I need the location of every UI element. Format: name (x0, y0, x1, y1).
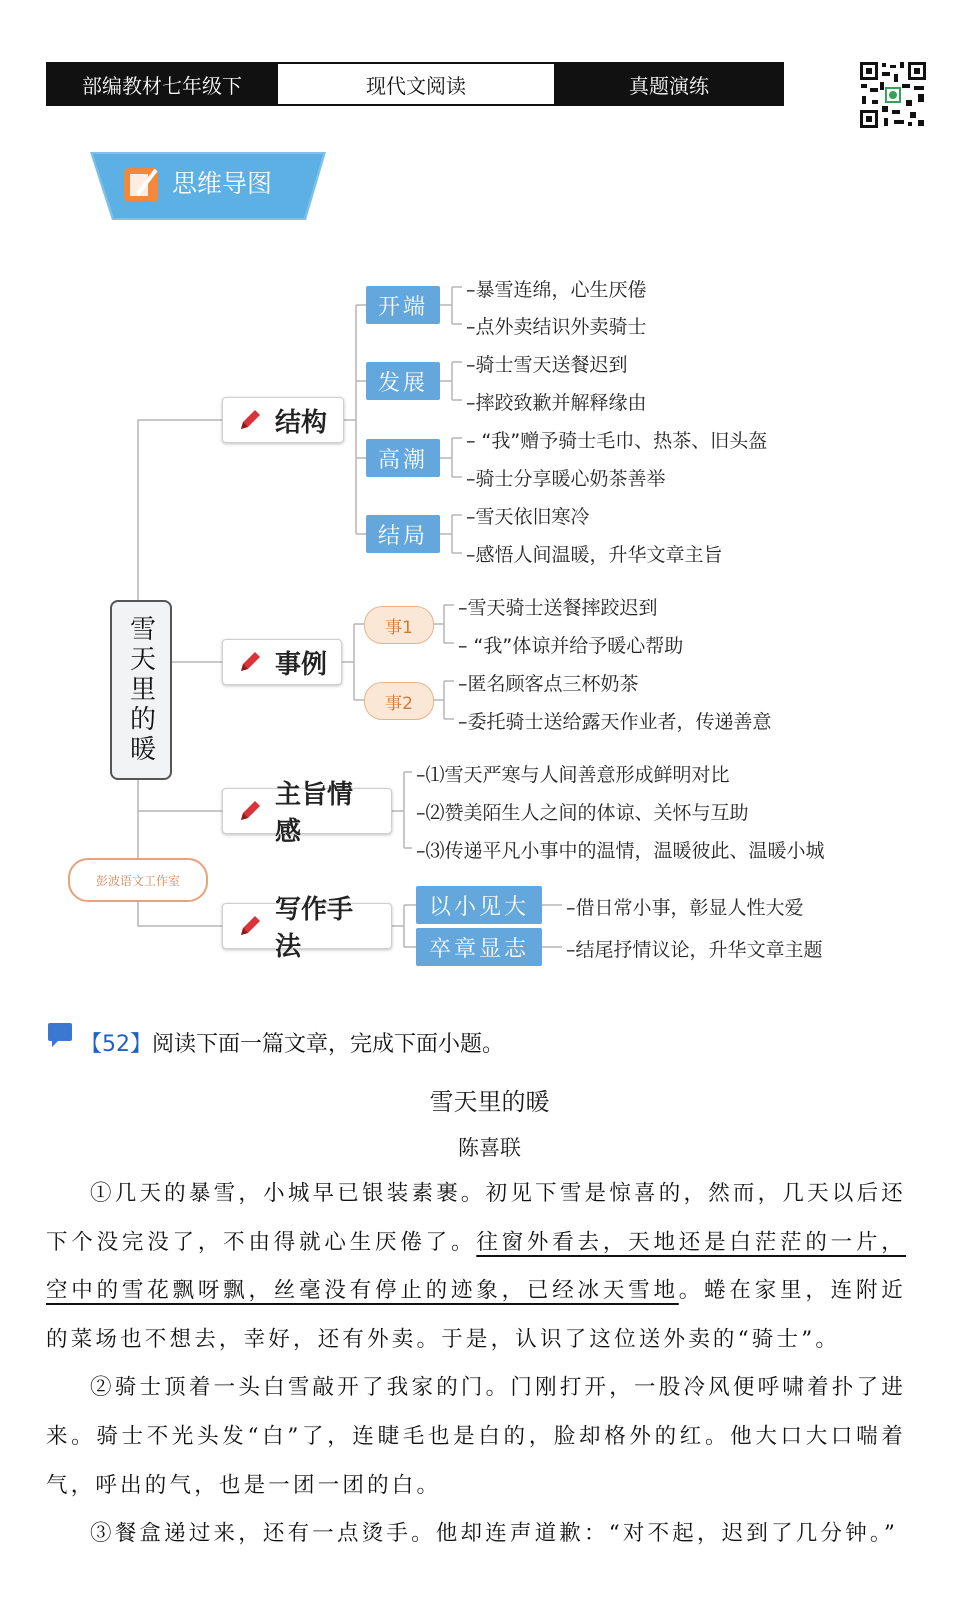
article-body (46, 1170, 906, 1559)
article-author: 陈喜联 (458, 1136, 521, 1160)
pencil-icon (237, 913, 263, 939)
header-section: 真题演练 (554, 62, 784, 106)
node-structure: 结构 (222, 397, 344, 443)
tag-end-reveals-theme: 卒章显志 (416, 928, 542, 966)
mindmap-root: 雪天里的暖 (110, 600, 172, 780)
tag-small-to-large: 以小见大 (416, 886, 542, 924)
leaf-text: –匿名顾客点三杯奶茶 (458, 673, 639, 695)
leaf-text: – “我”赠予骑士毛巾、热茶、旧头盔 (466, 430, 768, 452)
leaf-text: –⑴雪天严寒与人间善意形成鲜明对比 (416, 764, 730, 786)
chat-bubble-icon (46, 1021, 74, 1049)
banner-label: 思维导图 (172, 169, 273, 198)
tag-event-1: 事1 (364, 606, 434, 644)
tag-climax: 高潮 (366, 439, 440, 477)
leaf-text: – “我”体谅并给予暖心帮助 (458, 635, 684, 657)
leaf-text: –雪天骑士送餐摔跤迟到 (458, 597, 658, 619)
pencil-icon (237, 649, 263, 675)
question-line: 【52】阅读下面一篇文章，完成下面小题。 (80, 1032, 505, 1057)
leaf-text: –暴雪连绵，心生厌倦 (466, 279, 647, 301)
leaf-text: –点外卖结识外卖骑士 (466, 316, 647, 338)
leaf-text: –借日常小事，彰显人性大爱 (566, 897, 804, 919)
leaf-text: –委托骑士送给露天作业者，传递善意 (458, 711, 772, 733)
article-title: 雪天里的暖 (429, 1088, 550, 1116)
pencil-icon (237, 407, 263, 433)
node-examples: 事例 (222, 639, 342, 685)
tag-event-2: 事2 (364, 682, 434, 720)
leaf-text: –雪天依旧寒冷 (466, 506, 590, 528)
leaf-text: –摔跤致歉并解释缘由 (466, 392, 647, 414)
paragraph-1: ①几天的暴雪，小城早已银装素裹。初见下雪是惊喜的，然而，几天以后还下个没完没了，不由得就心生厌倦了。往窗外看去，天地还是白茫茫的一片，空中的雪花飘呀飘，丝毫没有停止的迹象，已经冰天雪地。蜷在家里，连附近的菜场也不想去，幸好，还有外卖。于是，认识了这位送外卖的“骑士”。 (46, 1181, 907, 1352)
paragraph-3: ③餐盒递过来，还有一点烫手。他却连声道歉：“对不起，迟到了几分钟。” (90, 1521, 899, 1547)
paragraph-2: ②骑士顶着一头白雪敲开了我家的门。门刚打开，一股冷风便呼啸着扑了进来。骑士不光头发“白”了，连睫毛也是白的，脸却格外的红。他大口大口喘着气，呼出的气，也是一团一团的白。 (46, 1375, 906, 1498)
leaf-text: –骑士雪天送餐迟到 (466, 354, 628, 376)
studio-stamp: 彭波语文工作室 (68, 858, 208, 902)
leaf-text: –⑶传递平凡小事中的温情，温暖彼此、温暖小城 (416, 840, 825, 862)
tag-beginning: 开端 (366, 286, 440, 324)
tag-development: 发展 (366, 362, 440, 400)
leaf-text: –感悟人间温暖，升华文章主旨 (466, 544, 723, 566)
header-subject: 现代文阅读 (278, 62, 554, 106)
node-technique: 写作手法 (222, 903, 392, 949)
leaf-text: –⑵赞美陌生人之间的体谅、关怀与互助 (416, 802, 749, 824)
header-grade: 部编教材七年级下 (46, 62, 278, 106)
node-theme: 主旨情感 (222, 788, 392, 834)
tag-ending: 结局 (366, 515, 440, 553)
leaf-text: –骑士分享暖心奶茶善举 (466, 468, 666, 490)
pencil-icon (237, 798, 263, 824)
leaf-text: –结尾抒情议论，升华文章主题 (566, 939, 823, 961)
